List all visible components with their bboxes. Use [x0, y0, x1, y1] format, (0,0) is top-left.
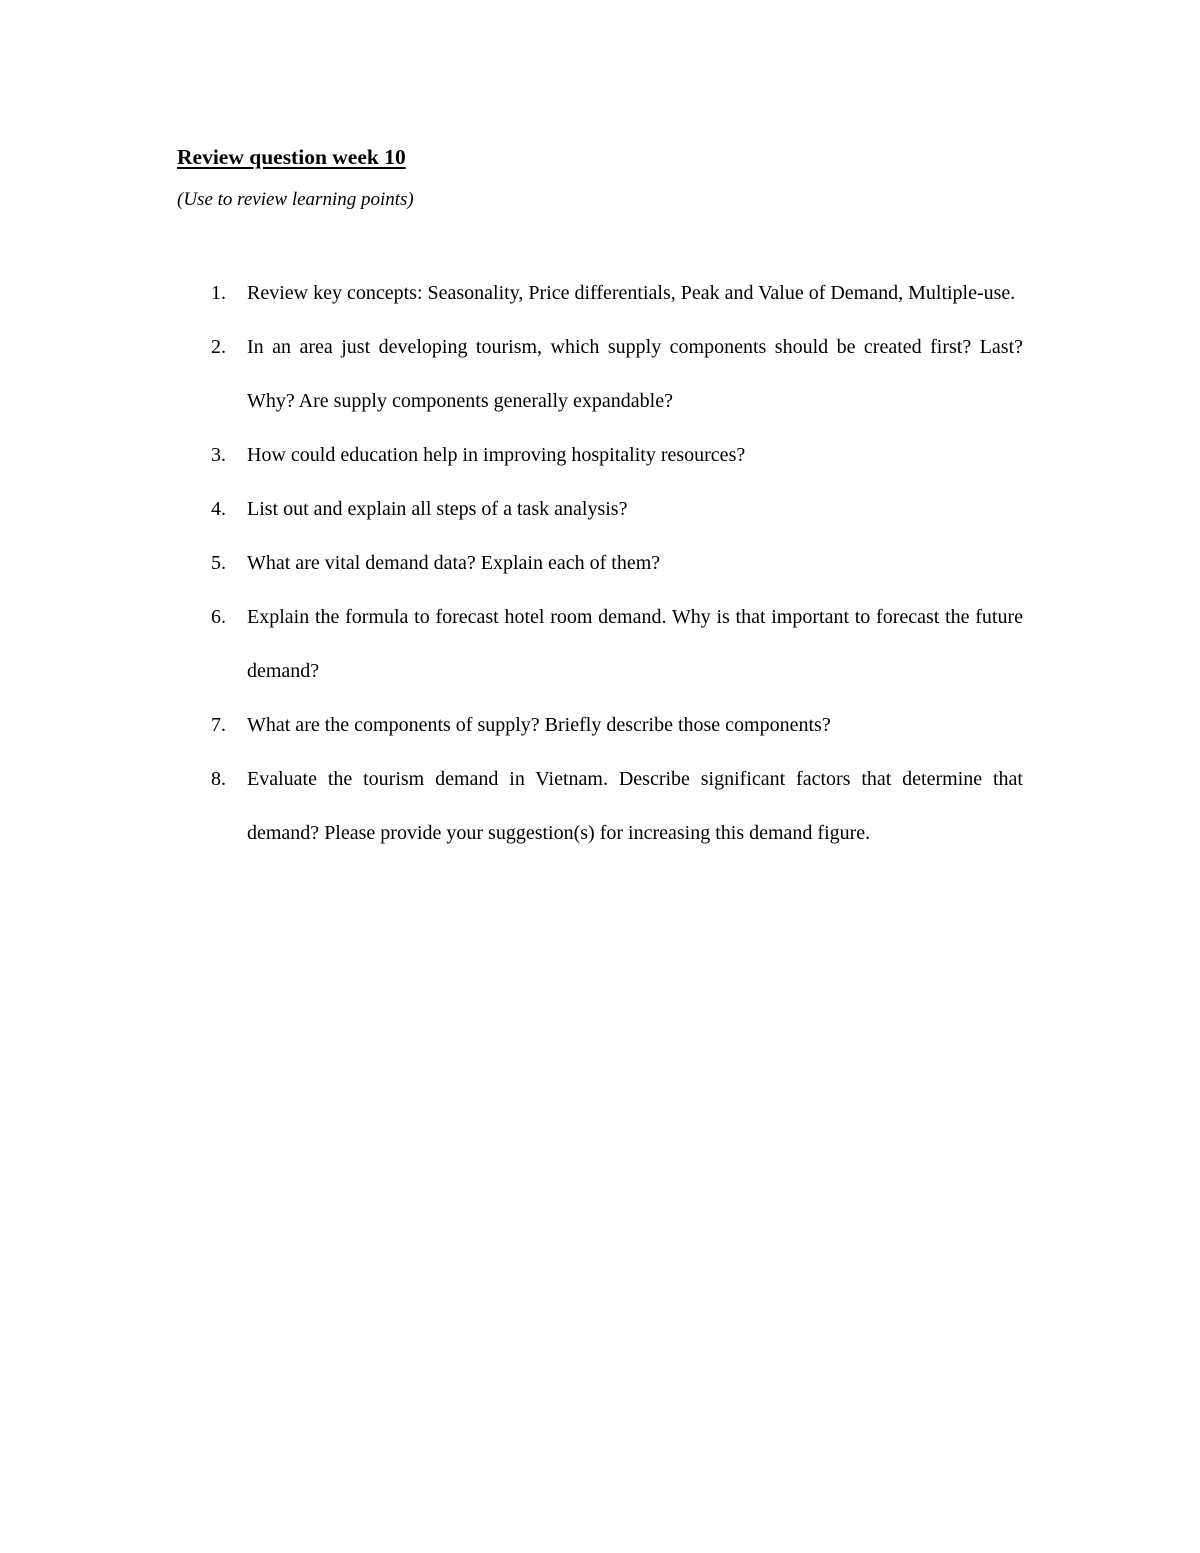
- question-text: Evaluate the tourism demand in Vietnam. Describe significant factors that determine that demand? Please provide your suggestion(s) for increasing this demand figure.: [247, 768, 1023, 844]
- question-text: In an area just developing tourism, which supply components should be created first? Last? Why? Are supply components generally expandable?: [247, 336, 1023, 412]
- question-number: 5.: [211, 552, 226, 574]
- question-text: Review key concepts: Seasonality, Price differentials, Peak and Value of Demand, Multiple-use.: [247, 282, 1016, 304]
- question-item: [177, 428, 1023, 482]
- question-item: [177, 266, 1023, 320]
- question-item: [177, 320, 1023, 428]
- question-text: How could education help in improving hospitality resources?: [247, 444, 746, 466]
- document-subtitle: (Use to review learning points): [177, 189, 414, 210]
- question-number: 4.: [211, 498, 226, 520]
- question-text: What are the components of supply? Briefly describe those components?: [247, 714, 831, 736]
- question-number: 2.: [211, 336, 226, 358]
- question-number: 3.: [211, 444, 226, 466]
- question-item: [177, 752, 1023, 860]
- question-text: What are vital demand data? Explain each of them?: [247, 552, 661, 574]
- question-text: Explain the formula to forecast hotel room demand. Why is that important to forecast the future demand?: [247, 606, 1023, 682]
- question-item: [177, 590, 1023, 698]
- question-list: [177, 266, 1023, 860]
- question-item: [177, 536, 1023, 590]
- question-text: List out and explain all steps of a task analysis?: [247, 498, 628, 520]
- question-number: 8.: [211, 768, 226, 790]
- question-item: [177, 482, 1023, 536]
- question-number: 1.: [211, 282, 226, 304]
- question-number: 6.: [211, 606, 226, 628]
- document-title: Review question week 10: [177, 145, 406, 169]
- question-number: 7.: [211, 714, 226, 736]
- question-item: [177, 698, 1023, 752]
